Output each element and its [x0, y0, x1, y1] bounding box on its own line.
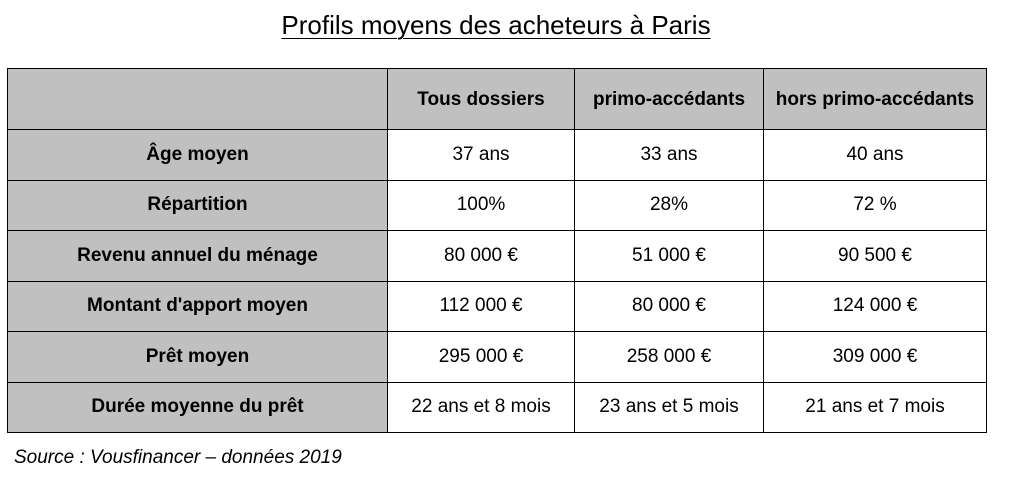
table-cell: 72 % [764, 180, 987, 231]
row-label-age-moyen: Âge moyen [8, 130, 388, 181]
table-cell: 100% [388, 180, 575, 231]
table-cell: 258 000 € [575, 332, 764, 383]
row-label-revenu-annuel: Revenu annuel du ménage [8, 231, 388, 282]
table-cell: 21 ans et 7 mois [764, 382, 987, 433]
table-cell: 90 500 € [764, 231, 987, 282]
buyer-profiles-table [7, 68, 987, 433]
table-cell: 37 ans [388, 130, 575, 181]
table-cell: 80 000 € [388, 231, 575, 282]
table-cell: 23 ans et 5 mois [575, 382, 764, 433]
table-cell: 28% [575, 180, 764, 231]
table-row [8, 332, 987, 383]
row-label-duree-pret: Durée moyenne du prêt [8, 382, 388, 433]
table-cell: 295 000 € [388, 332, 575, 383]
table-row [8, 130, 987, 181]
table-row [8, 180, 987, 231]
row-label-montant-apport: Montant d'apport moyen [8, 281, 388, 332]
row-label-repartition: Répartition [8, 180, 388, 231]
table-cell: 33 ans [575, 130, 764, 181]
page-title: Profils moyens des acheteurs à Paris [281, 10, 711, 40]
table-row [8, 231, 987, 282]
table-cell: 309 000 € [764, 332, 987, 383]
table-row [8, 281, 987, 332]
table-cell: 112 000 € [388, 281, 575, 332]
table-corner-cell [8, 69, 388, 130]
table-cell: 124 000 € [764, 281, 987, 332]
column-header-hors-primo-accedants: hors primo-accédants [764, 69, 987, 130]
table-cell: 80 000 € [575, 281, 764, 332]
table-cell: 22 ans et 8 mois [388, 382, 575, 433]
table-cell: 40 ans [764, 130, 987, 181]
table-row [8, 382, 987, 433]
table-header-row [8, 69, 987, 130]
column-header-tous-dossiers: Tous dossiers [388, 69, 575, 130]
source-note: Source : Vousfinancer – données 2019 [14, 447, 342, 468]
row-label-pret-moyen: Prêt moyen [8, 332, 388, 383]
table-cell: 51 000 € [575, 231, 764, 282]
column-header-primo-accedants: primo-accédants [575, 69, 764, 130]
